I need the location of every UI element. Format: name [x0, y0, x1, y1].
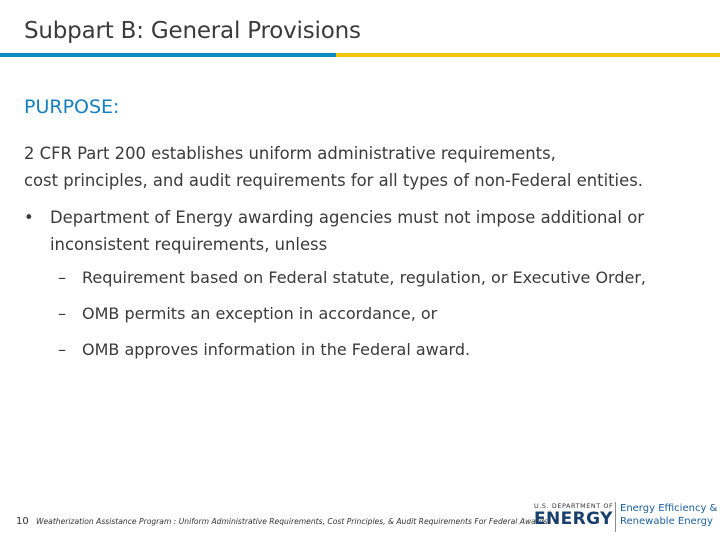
sub-item-marker: – [58, 268, 66, 287]
bullet-text: Department of Energy awarding agencies must not impose additional or inconsistent requirements, unless [50, 208, 644, 254]
sub-item-text: OMB approves information in the Federal award. [82, 340, 471, 359]
logo-divider [615, 502, 616, 532]
sub-item-1 [58, 268, 646, 287]
logo-office-name [620, 502, 717, 528]
logo-department-label: U.S. DEPARTMENT OF [534, 502, 614, 510]
sub-item-marker: – [58, 304, 66, 323]
title-underline-yellow [336, 53, 720, 57]
title-underline-blue [0, 53, 336, 57]
sub-item-text: OMB permits an exception in accordance, or [82, 304, 438, 323]
logo-office-line-2: Renewable Energy [620, 516, 713, 527]
sub-item-marker: – [58, 340, 66, 359]
slide-title: Subpart B: General Provisions [24, 18, 361, 44]
bullet-marker: • [24, 208, 34, 227]
sub-item-2 [58, 304, 437, 323]
footer-text: Weatherization Assistance Program : Uniform Administrative Requirements, Cost Principles, & Audit Requirements For Federal Awards [36, 517, 548, 526]
sub-item-text: Requirement based on Federal statute, regulation, or Executive Order, [82, 268, 647, 287]
logo-energy-wordmark: ENERGY [534, 509, 613, 529]
paragraph-line-1: 2 CFR Part 200 establishes uniform administrative requirements, [24, 144, 556, 163]
paragraph-line-2: cost principles, and audit requirements for all types of non-Federal entities. [24, 171, 643, 190]
sub-item-3 [58, 340, 470, 359]
logo-office-line-1: Energy Efficiency & [620, 503, 718, 514]
doe-eere-logo [534, 500, 718, 536]
section-heading: PURPOSE: [24, 96, 120, 118]
purpose-paragraph [24, 140, 714, 194]
page-number: 10 [16, 516, 29, 527]
